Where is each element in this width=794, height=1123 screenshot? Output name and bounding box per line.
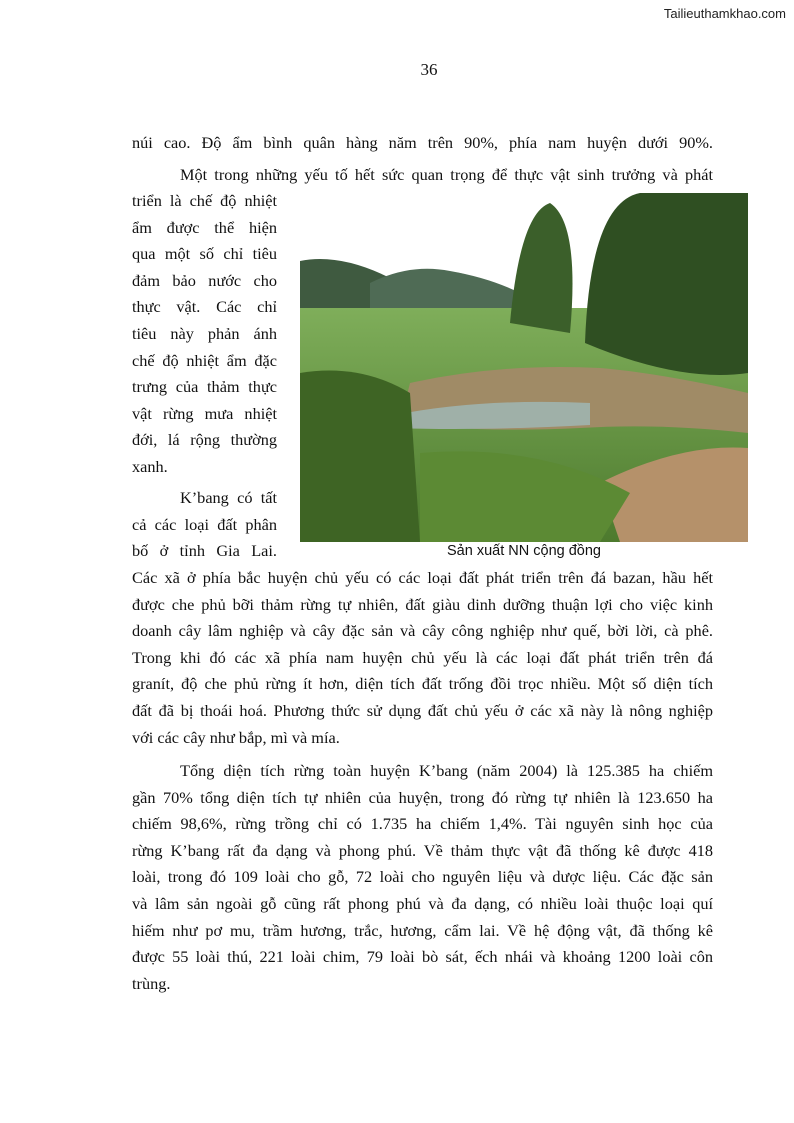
text-line: K’bang có tất [180,488,277,507]
paragraph-humidity [132,130,713,157]
landscape-photo [300,193,748,542]
text-line: Các xã ở phía bắc huyện chủ yếu có các loại đất phát triển trên đá bazan, hầu hết [132,568,713,587]
text-line: đới, lá rộng thường [132,430,277,450]
text-line: gần 70% tổng diện tích tự nhiên của huyện, trong đó rừng tự nhiên là 123.650 ha [132,787,713,807]
paragraph-heat-moisture [132,188,277,481]
page-number: 36 [420,60,438,79]
text-line: ẩm được thể hiện [132,217,277,237]
text-line: trưng của thảm thực [132,377,277,397]
text-line: qua một số chỉ tiêu [132,244,277,264]
text-line: Trong khi đó các xã phía nam huyện chủ yếu là các loại đất phát triển trên đá [132,647,713,667]
text-line: rừng K’bang rất đa dạng và phong phú. Về thảm thực vật đã thống kê được 418 [132,840,713,860]
text-line: hiếm như pơ mu, trầm hương, trắc, hương, cẩm lai. Về hệ động vật, đã thống kê [132,920,713,940]
text-line: cả các loại đất phân [132,514,277,534]
figure-caption: Sản xuất NN cộng đồng [447,543,601,559]
text-line: Tổng diện tích rừng toàn huyện K’bang (năm 2004) là 125.385 ha chiếm [180,761,713,780]
paragraph-intro [132,162,713,189]
watermark: Tailieuthamkhao.com [663,6,786,21]
text-line: bố ở tỉnh Gia Lai. [132,541,277,561]
text-line: tiêu này phản ánh [132,323,277,343]
text-line: chiếm 98,6%, rừng trồng chỉ có 1.735 ha chiếm 1,4%. Tài nguyên sinh học của [132,814,713,834]
text-line: và lâm sản ngoài gỗ cũng rất phong phú và đa dạng, có nhiều loài thuộc loại quí [132,893,713,913]
text-line: chế độ nhiệt ẩm đặc [132,350,277,370]
text-line: trùng. [132,973,171,993]
text-line: vật rừng mưa nhiệt [132,403,277,423]
text-line: Một trong những yếu tố hết sức quan trọng để thực vật sinh trưởng và phát [180,165,713,184]
text-line: đảm bảo nước cho [132,270,277,290]
text-line: granít, độ che phủ rừng ít hơn, diện tích đất trống đồi trọc nhiều. Một số diện tích [132,674,713,694]
paragraph-soil-intro [132,485,277,565]
text-line: với các cây như bắp, mì và mía. [132,727,340,747]
text-line: thực vật. Các chỉ [132,297,277,317]
text-line: đất đã bị thoái hoá. Phương thức sử dụng đất chủ yếu ở các xã này là nông nghiệp [132,700,713,720]
paragraph-soil [132,565,713,751]
text-line: loài, trong đó 109 loài cho gỗ, 72 loài cho nguyên liệu và dược liệu. Các đặc sản [132,867,713,887]
text-line: được 55 loài thú, 221 loài chim, 79 loài bò sát, ếch nhái và khoảng 1200 loài côn [132,947,713,967]
text-line: xanh. [132,456,168,476]
text-line: triển là chế độ nhiệt [132,191,277,210]
text-line: núi cao. Độ ẩm bình quân hàng năm trên 90%, phía nam huyện dưới 90%. [132,133,713,152]
text-line: được che phủ bỡi thảm rừng tự nhiên, đất giàu dinh dưỡng thuận lợi cho việc kinh [132,594,713,614]
text-line: doanh cây lâm nghiệp và cây đặc sản và cây công nghiệp như quế, bời lời, cà phê. [132,621,713,641]
paragraph-forest [132,758,713,997]
